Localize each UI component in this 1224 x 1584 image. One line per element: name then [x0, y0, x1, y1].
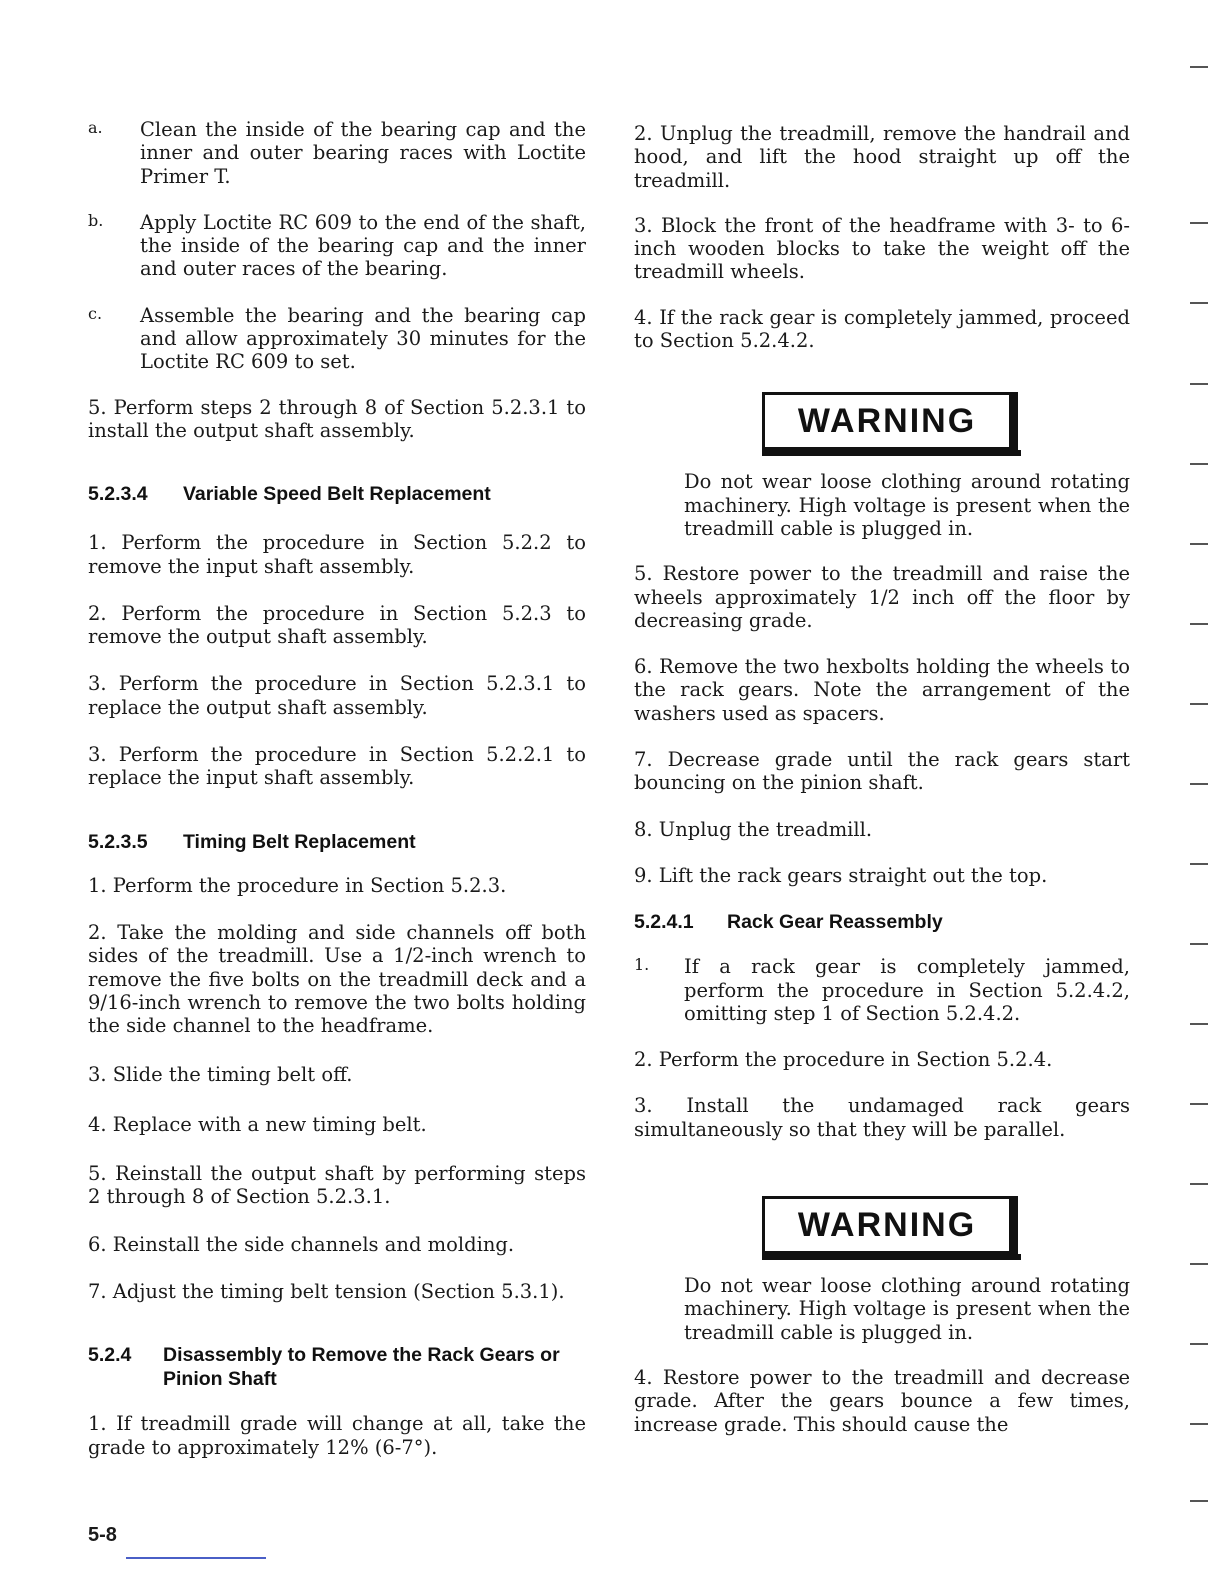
section-title: Rack Gear Reassembly	[727, 911, 943, 934]
section-heading-5-2-4-1	[634, 910, 1130, 934]
step-paragraph: 2. Take the molding and side channels off both sides of the treadmill. Use a 1/2-inch wrench to remove the five bolts on the treadmill deck and a 9/16-inch wrench to remove the two bolts holding the side channel to the headframe.	[88, 920, 586, 1038]
margin-mark	[1190, 943, 1208, 945]
margin-mark	[1190, 1500, 1208, 1502]
step-paragraph: 1. Perform the procedure in Section 5.2.3.	[88, 873, 507, 897]
step-paragraph: 7. Adjust the timing belt tension (Section 5.3.1).	[88, 1279, 565, 1303]
margin-mark	[1190, 703, 1208, 705]
section-title: Timing Belt Replacement	[183, 830, 416, 853]
step-paragraph: 1. Perform the procedure in Section 5.2.2 to remove the input shaft assembly.	[88, 531, 586, 578]
section-title: Disassembly to Remove the Rack Gears or Pinion Shaft	[163, 1344, 560, 1391]
step-label: 1.	[634, 955, 650, 975]
margin-mark	[1190, 463, 1208, 465]
section-number: 5.2.4	[88, 1344, 132, 1367]
substep-text: Clean the inside of the bearing cap and the inner and outer bearing races with Loctite Primer T.	[140, 118, 586, 188]
step-paragraph: 3. Slide the timing belt off.	[88, 1063, 353, 1087]
warning-text: Do not wear loose clothing around rotating machinery. High voltage is present when the treadmill cable is plugged in.	[684, 470, 1130, 540]
margin-mark	[1190, 623, 1208, 625]
section-heading-5-2-3-5	[88, 830, 586, 854]
section-title: Variable Speed Belt Replacement	[183, 483, 491, 506]
step-paragraph: 3. Perform the procedure in Section 5.2.2.1 to replace the input shaft assembly.	[88, 743, 586, 790]
section-number: 5.2.4.1	[634, 911, 694, 934]
section-number: 5.2.3.4	[88, 483, 148, 506]
margin-mark	[1190, 1423, 1208, 1425]
warning-callout-2	[634, 1196, 1130, 1254]
substep-label: a.	[88, 118, 103, 137]
right-column	[634, 122, 1130, 1436]
margin-mark	[1190, 302, 1208, 304]
substep-label: c.	[88, 303, 103, 323]
step-paragraph: 2. Unplug the treadmill, remove the handrail and hood, and lift the hood straight up off the treadmill.	[634, 122, 1130, 192]
margin-mark	[1190, 222, 1208, 224]
margin-mark	[1190, 1023, 1208, 1025]
substep-b	[88, 211, 586, 281]
step-paragraph: 4. If the rack gear is completely jammed, proceed to Section 5.2.4.2.	[634, 305, 1130, 353]
section-heading-5-2-3-4	[88, 482, 586, 506]
page-number: 5-8	[88, 1524, 117, 1546]
warning-box: WARNING	[762, 1196, 1012, 1254]
step-paragraph: 7. Decrease grade until the rack gears start bouncing on the pinion shaft.	[634, 748, 1130, 795]
margin-mark	[1190, 1103, 1208, 1105]
substep-c	[88, 304, 586, 374]
warning-callout	[634, 392, 1130, 450]
step-paragraph: 5. Reinstall the output shaft by performing steps 2 through 8 of Section 5.2.3.1.	[88, 1162, 586, 1209]
margin-mark	[1190, 66, 1208, 68]
step-paragraph: 3. Install the undamaged rack gears simultaneously so that they will be parallel.	[634, 1094, 1130, 1141]
step-text: If a rack gear is completely jammed, perform the procedure in Section 5.2.4.2, omitting step 1 of Section 5.2.4.2.	[684, 955, 1130, 1025]
margin-mark	[1190, 383, 1208, 385]
margin-mark	[1190, 783, 1208, 785]
warning-text: Do not wear loose clothing around rotating machinery. High voltage is present when the treadmill cable is plugged in.	[684, 1274, 1130, 1344]
step-paragraph: 4. Replace with a new timing belt.	[88, 1112, 427, 1136]
step-paragraph: 6. Reinstall the side channels and molding.	[88, 1232, 515, 1256]
section-number: 5.2.3.5	[88, 830, 148, 853]
step-paragraph: 3. Perform the procedure in Section 5.2.3.1 to replace the output shaft assembly.	[88, 672, 586, 719]
step-paragraph: 9. Lift the rack gears straight out the top.	[634, 863, 1048, 887]
footer-rule	[126, 1557, 266, 1559]
step-paragraph: 4. Restore power to the treadmill and decrease grade. After the gears bounce a few times, increase grade. This should cause the	[634, 1365, 1130, 1436]
substep-label: b.	[88, 210, 104, 230]
margin-mark	[1190, 1343, 1208, 1345]
step-paragraph: 5. Restore power to the treadmill and raise the wheels approximately 1/2 inch off the floor by decreasing grade.	[634, 562, 1130, 632]
step-paragraph: 6. Remove the two hexbolts holding the wheels to the rack gears. Note the arrangement of the washers used as spacers.	[634, 655, 1130, 725]
left-column	[88, 118, 586, 1459]
margin-mark	[1190, 863, 1208, 865]
margin-mark	[1190, 543, 1208, 545]
step-paragraph: 8. Unplug the treadmill.	[634, 817, 873, 841]
step-paragraph: 2. Perform the procedure in Section 5.2.3 to remove the output shaft assembly.	[88, 601, 586, 649]
substep-a	[88, 118, 586, 188]
reassembly-step-1	[634, 955, 1130, 1025]
warning-box: WARNING	[762, 392, 1012, 450]
step-paragraph: 3. Block the front of the headframe with 3- to 6-inch wooden blocks to take the weight off the treadmill wheels.	[634, 213, 1130, 284]
step-paragraph: 2. Perform the procedure in Section 5.2.4.	[634, 1048, 1053, 1072]
step-paragraph: 1. If treadmill grade will change at all, take the grade to approximately 12% (6-7°).	[88, 1412, 586, 1459]
section-heading-5-2-4	[88, 1343, 586, 1391]
margin-mark	[1190, 1183, 1208, 1185]
substep-text: Assemble the bearing and the bearing cap and allow approximately 30 minutes for the Loctite RC 609 to set.	[140, 303, 586, 374]
substep-text: Apply Loctite RC 609 to the end of the shaft, the inside of the bearing cap and the inner and outer races of the bearing.	[140, 210, 586, 281]
margin-mark	[1190, 1263, 1208, 1265]
step-paragraph: 5. Perform steps 2 through 8 of Section 5.2.3.1 to install the output shaft assembly.	[88, 395, 586, 442]
